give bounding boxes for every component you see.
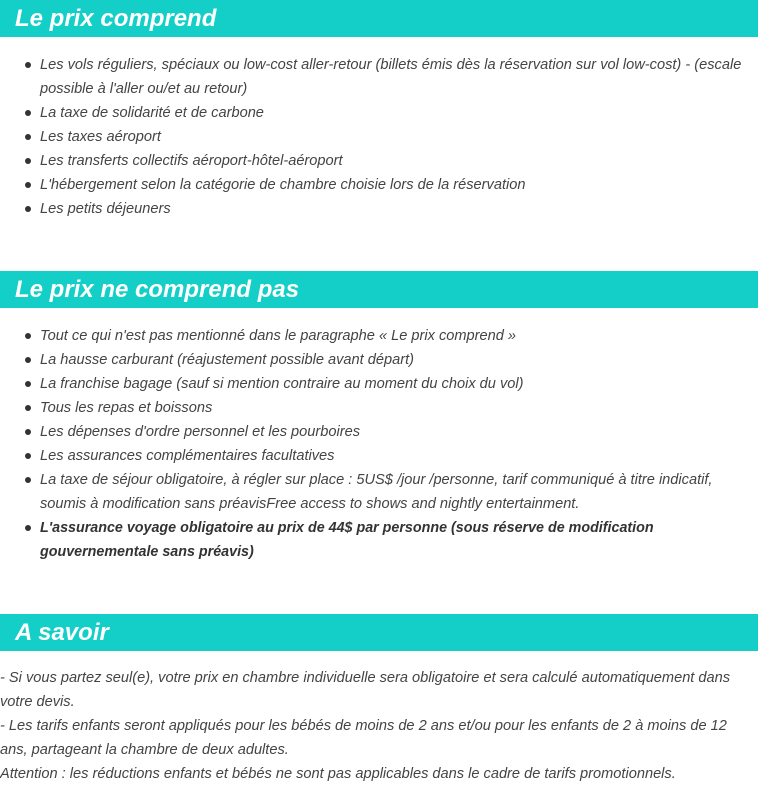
list-item: Tout ce qui n'est pas mentionné dans le paragraphe « Le prix comprend »: [0, 324, 758, 348]
list-item: La taxe de solidarité et de carbone: [0, 101, 758, 125]
list-item: Les dépenses d'ordre personnel et les pourboires: [0, 420, 758, 444]
list-item: La hausse carburant (réajustement possible avant départ): [0, 348, 758, 372]
list-item: Tous les repas et boissons: [0, 396, 758, 420]
section-header-included: [0, 0, 758, 37]
list-item: Les vols réguliers, spéciaux ou low-cost aller-retour (billets émis dès la réservation sur vol low-cost) - (escale possible à l'aller ou/et au retour): [0, 53, 758, 101]
list-item: La taxe de séjour obligatoire, à régler sur place : 5US$ /jour /personne, tarif communiqué à titre indicatif, soumis à modification sans préavisFree access to shows and nightly entertainment.: [0, 468, 758, 516]
list-item: Les petits déjeuners: [0, 197, 758, 221]
section-title: Le prix ne comprend pas: [15, 276, 300, 303]
section-title: A savoir: [15, 619, 109, 646]
good-to-know-text: [0, 666, 756, 786]
list-item-insurance: L'assurance voyage obligatoire au prix de 44$ par personne (sous réserve de modification gouvernementale sans préavis): [0, 516, 758, 564]
list-item: L'hébergement selon la catégorie de chambre choisie lors de la réservation: [0, 173, 758, 197]
included-list: [0, 53, 758, 221]
info-line: Attention : les réductions enfants et bébés ne sont pas applicables dans le cadre de tarifs promotionnels.: [0, 766, 676, 782]
section-title: Le prix comprend: [15, 5, 217, 32]
info-line: - Si vous partez seul(e), votre prix en chambre individuelle sera obligatoire et sera calculé automatiquement dans votre devis.: [0, 670, 731, 710]
list-item: Les taxes aéroport: [0, 125, 758, 149]
info-line: - Les tarifs enfants seront appliqués pour les bébés de moins de 2 ans et/ou pour les enfants de 2 à moins de 12 ans, partageant la chambre de deux adultes.: [0, 718, 727, 758]
not-included-list: [0, 324, 758, 564]
list-item: La franchise bagage (sauf si mention contraire au moment du choix du vol): [0, 372, 758, 396]
list-item: Les assurances complémentaires facultatives: [0, 444, 758, 468]
section-header-not-included: [0, 271, 758, 308]
list-item: Les transferts collectifs aéroport-hôtel-aéroport: [0, 149, 758, 173]
section-header-good-to-know: [0, 614, 758, 651]
